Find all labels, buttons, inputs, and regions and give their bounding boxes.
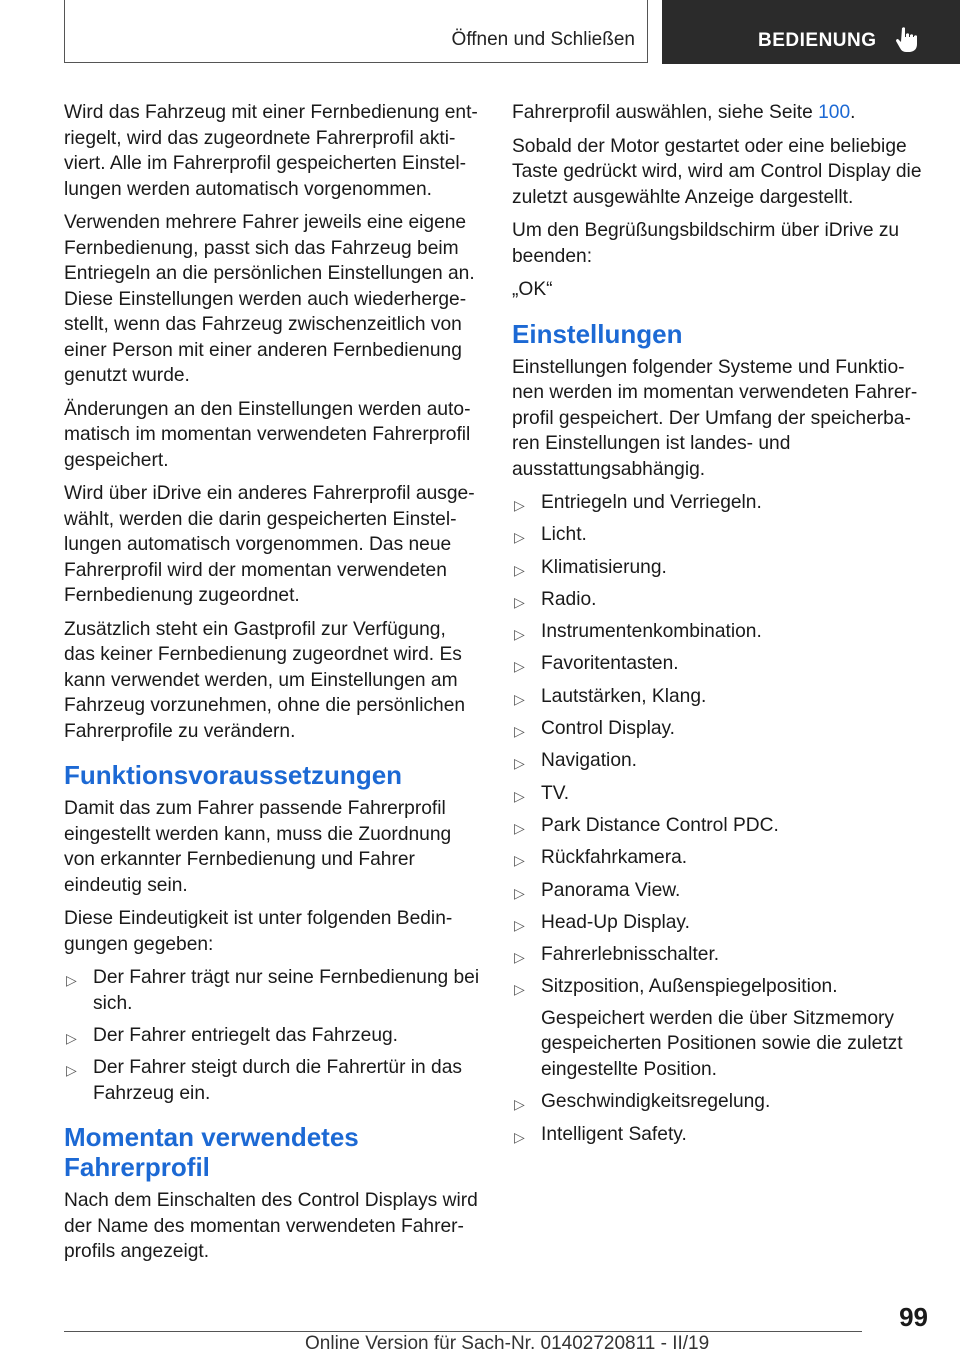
triangle-bullet-icon: ▷ <box>514 916 525 933</box>
triangle-bullet-icon: ▷ <box>66 1029 77 1046</box>
heading-einstellungen: Einstellungen <box>512 318 683 349</box>
heading-funktionsvoraussetzungen: Funktionsvoraussetzungen <box>64 760 403 790</box>
settings-list <box>512 490 928 1147</box>
paragraph: Sobald der Motor gestartet oder eine beliebige Taste gedrückt wird, wird am Control Display die zuletzt ausgewählte Anzeige dargestellt. <box>512 135 922 208</box>
list-item: ▷ Der Fahrer entriegelt das Fahrzeug. <box>64 1023 480 1049</box>
heading-momentan-verwendetes-fahrerprofil: Momentan verwendetes Fahrerprofil <box>64 1122 359 1183</box>
triangle-bullet-icon: ▷ <box>66 972 77 988</box>
paragraph: Wird das Fahrzeug mit einer Fernbedienung entriegelt, wird das zugeordnete Fahrerprofil aktiviert. Alle im Fahrerprofil gespeicherten Einstellungen werden automatisch vorgenommen. <box>64 102 478 200</box>
list-item: ▷ Sitzposition, Außenspiegelposition. Gespeichert werden die über Sitzmemory gespeicherten Positionen sowie die zuletzt eingestellte Position. <box>512 974 928 1082</box>
triangle-bullet-icon: ▷ <box>514 1128 525 1145</box>
triangle-bullet-icon: ▷ <box>514 690 525 707</box>
paragraph: Damit das zum Fahrer passende Fahrerprofil eingestellt werden kann, muss die Zuordnung von erkannter Fernbedienung und Fahrer eindeutig sein. <box>64 798 452 896</box>
list-item: ▷ Control Display. <box>512 716 928 742</box>
header-chapter-title: BEDIENUNG <box>758 30 877 51</box>
triangle-bullet-icon: ▷ <box>514 497 525 513</box>
triangle-bullet-icon: ▷ <box>514 852 525 869</box>
right-column <box>512 100 928 1154</box>
footer-online-version: Online Version für Sach-Nr. 01402720811 - II/19 <box>305 1333 710 1354</box>
list-item: ▷ Entriegeln und Verriegeln. <box>512 490 928 516</box>
list-item: ▷ Instrumentenkombination. <box>512 619 928 645</box>
paragraph: Änderungen an den Einstellungen werden automatisch im momentan verwendeten Fahrerprofil gespeichert. <box>64 398 471 471</box>
triangle-bullet-icon: ▷ <box>514 755 525 772</box>
hand-pointer-icon <box>894 26 918 54</box>
page-reference-link[interactable]: 100 <box>818 102 851 123</box>
list-item: ▷ Radio. <box>512 587 928 613</box>
triangle-bullet-icon: ▷ <box>514 787 525 804</box>
list-item: ▷ Der Fahrer steigt durch die Fahrertür in das Fahrzeug ein. <box>66 1057 462 1104</box>
list-item: ▷ Geschwindigkeitsregelung. <box>512 1089 928 1115</box>
triangle-bullet-icon: ▷ <box>66 1062 77 1079</box>
page-number: 99 <box>899 1302 928 1332</box>
paragraph: Diese Eindeutigkeit ist unter folgenden Bedingungen gegeben: <box>64 908 453 955</box>
triangle-bullet-icon: ▷ <box>514 561 525 578</box>
list-item: ▷ Klimatisierung. <box>512 555 928 581</box>
paragraph: Um den Begrüßungsbildschirm über iDrive zu beenden: <box>512 220 900 267</box>
list-item: ▷ Favoritentasten. <box>512 651 928 677</box>
list-item: ▷ Rückfahrkamera. <box>512 845 928 871</box>
triangle-bullet-icon: ▷ <box>514 593 525 610</box>
list-item: ▷ Intelligent Safety. <box>512 1122 928 1148</box>
triangle-bullet-icon: ▷ <box>514 819 525 836</box>
paragraph: Verwenden mehrere Fahrer jeweils eine eigene Fernbedienung, passt sich das Fahrzeug beim Entriegeln an die persönlichen Einstellungen an. Diese Einstellungen werden auch wiederhergestellt, wenn das Fahrzeug zwischenzeitlich von einer Person mit einer anderen Fernbedienung genutzt wurde. <box>64 212 475 386</box>
triangle-bullet-icon: ▷ <box>514 658 525 675</box>
list-item: ▷ TV. <box>512 781 928 807</box>
triangle-bullet-icon: ▷ <box>514 723 525 740</box>
triangle-bullet-icon: ▷ <box>514 529 525 546</box>
list-item: ▷ Der Fahrer trägt nur seine Fernbedienung bei sich. <box>66 967 480 1014</box>
list-item: ▷ Licht. <box>512 522 928 548</box>
list-item: ▷ Panorama View. <box>512 878 928 904</box>
paragraph: Fahrerprofil auswählen, siehe Seite 100. <box>512 102 856 123</box>
paragraph: Wird über iDrive ein anderes Fahrerprofil ausgewählt, werden die darin gespeicherten Einstellungen automatisch vorgenommen. Das neue Fahrerprofil wird der momentan verwendeten Fernbedienung zugeordnet. <box>64 483 475 606</box>
triangle-bullet-icon: ▷ <box>514 626 525 643</box>
triangle-bullet-icon: ▷ <box>514 1096 525 1113</box>
list-item: ▷ Navigation. <box>512 748 928 774</box>
footer-divider <box>64 1331 862 1332</box>
list-item: ▷ Park Distance Control PDC. <box>512 813 928 839</box>
header-chapter-tab <box>662 0 960 64</box>
triangle-bullet-icon: ▷ <box>514 884 525 901</box>
header-section-tab <box>64 0 648 63</box>
triangle-bullet-icon: ▷ <box>514 949 525 966</box>
bullet-list <box>64 965 480 1106</box>
paragraph: Einstellungen folgender Systeme und Funktionen werden im momentan verwendeten Fahrerprofil gespeichert. Der Umfang der speicherbaren Einstellungen ist landes- und ausstattungsabhängig. <box>512 356 918 480</box>
list-item: ▷ Head-Up Display. <box>512 910 928 936</box>
paragraph: Nach dem Einschalten des Control Displays wird der Name des momentan verwendeten Fahrerprofils angezeigt. <box>64 1190 478 1263</box>
header-section-title: Öffnen und Schließen <box>451 29 635 50</box>
list-item: ▷ Fahrerlebnisschalter. <box>512 942 928 968</box>
paragraph: Zusätzlich steht ein Gastprofil zur Verfügung, das keiner Fernbedienung zugeordnet wird. Es kann verwendet werden, um Einstellungen am Fahrzeug vorzunehmen, ohne die persönlichen Fahrerprofile zu verändern. <box>64 618 466 742</box>
list-item-note: Gespeichert werden die über Sitzmemory gespeicherten Positionen sowie die zuletzt eingestellte Position. <box>541 1007 903 1080</box>
list-item: ▷ Lautstärken, Klang. <box>512 684 928 710</box>
left-column <box>64 100 480 1273</box>
triangle-bullet-icon: ▷ <box>514 981 525 998</box>
paragraph: „OK“ <box>512 279 553 300</box>
